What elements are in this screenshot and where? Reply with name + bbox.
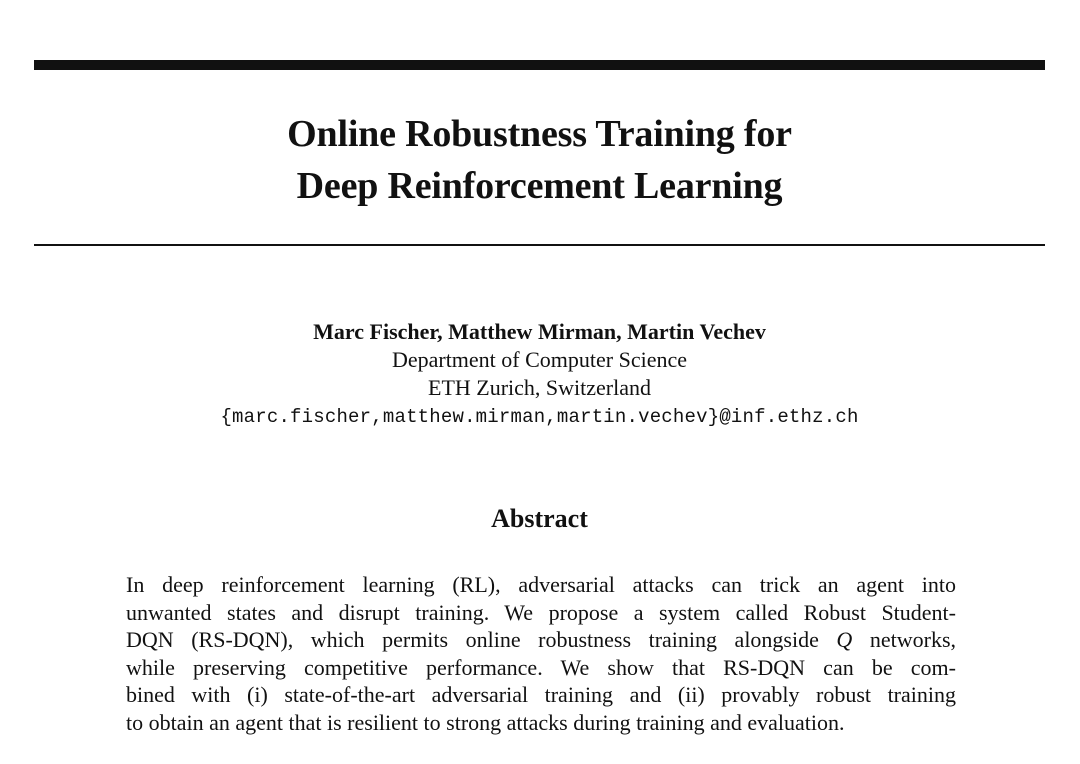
abstract-line: In deep reinforcement learning (RL), adversarial attacks can trick an agent into (126, 572, 956, 597)
paper-title (34, 108, 1045, 212)
title-bottom-rule (34, 244, 1045, 246)
abstract-heading: Abstract (491, 504, 588, 533)
abstract-line (126, 626, 956, 654)
author-emails: {marc.fischer,matthew.mirman,martin.vechev}@inf.ethz.ch (220, 406, 859, 428)
title-top-rule (34, 60, 1045, 70)
abstract-body (126, 571, 956, 736)
author-names: Marc Fischer, Matthew Mirman, Martin Vechev (313, 319, 766, 344)
affiliation-institution: ETH Zurich, Switzerland (428, 375, 651, 400)
math-symbol-q: Q (836, 627, 853, 652)
abstract-line-text: DQN (RS-DQN), which permits online robustness training alongside (126, 627, 837, 652)
abstract-line: while preserving competitive performance. We show that RS-DQN can be com- (126, 654, 956, 680)
abstract-line: to obtain an agent that is resilient to strong attacks during training and evaluation. (126, 709, 845, 735)
author-block (34, 318, 1045, 432)
affiliation-department: Department of Computer Science (391, 347, 688, 372)
abstract-line-text: networks, (852, 627, 957, 652)
abstract-line: unwanted states and disrupt training. We propose a system called Robust Student- (126, 599, 956, 625)
abstract-line: bined with (i) state-of-the-art adversarial training and (ii) provably robust training (126, 682, 956, 707)
title-line: Online Robustness Training for (287, 113, 792, 155)
title-line: Deep Reinforcement Learning (296, 165, 783, 207)
